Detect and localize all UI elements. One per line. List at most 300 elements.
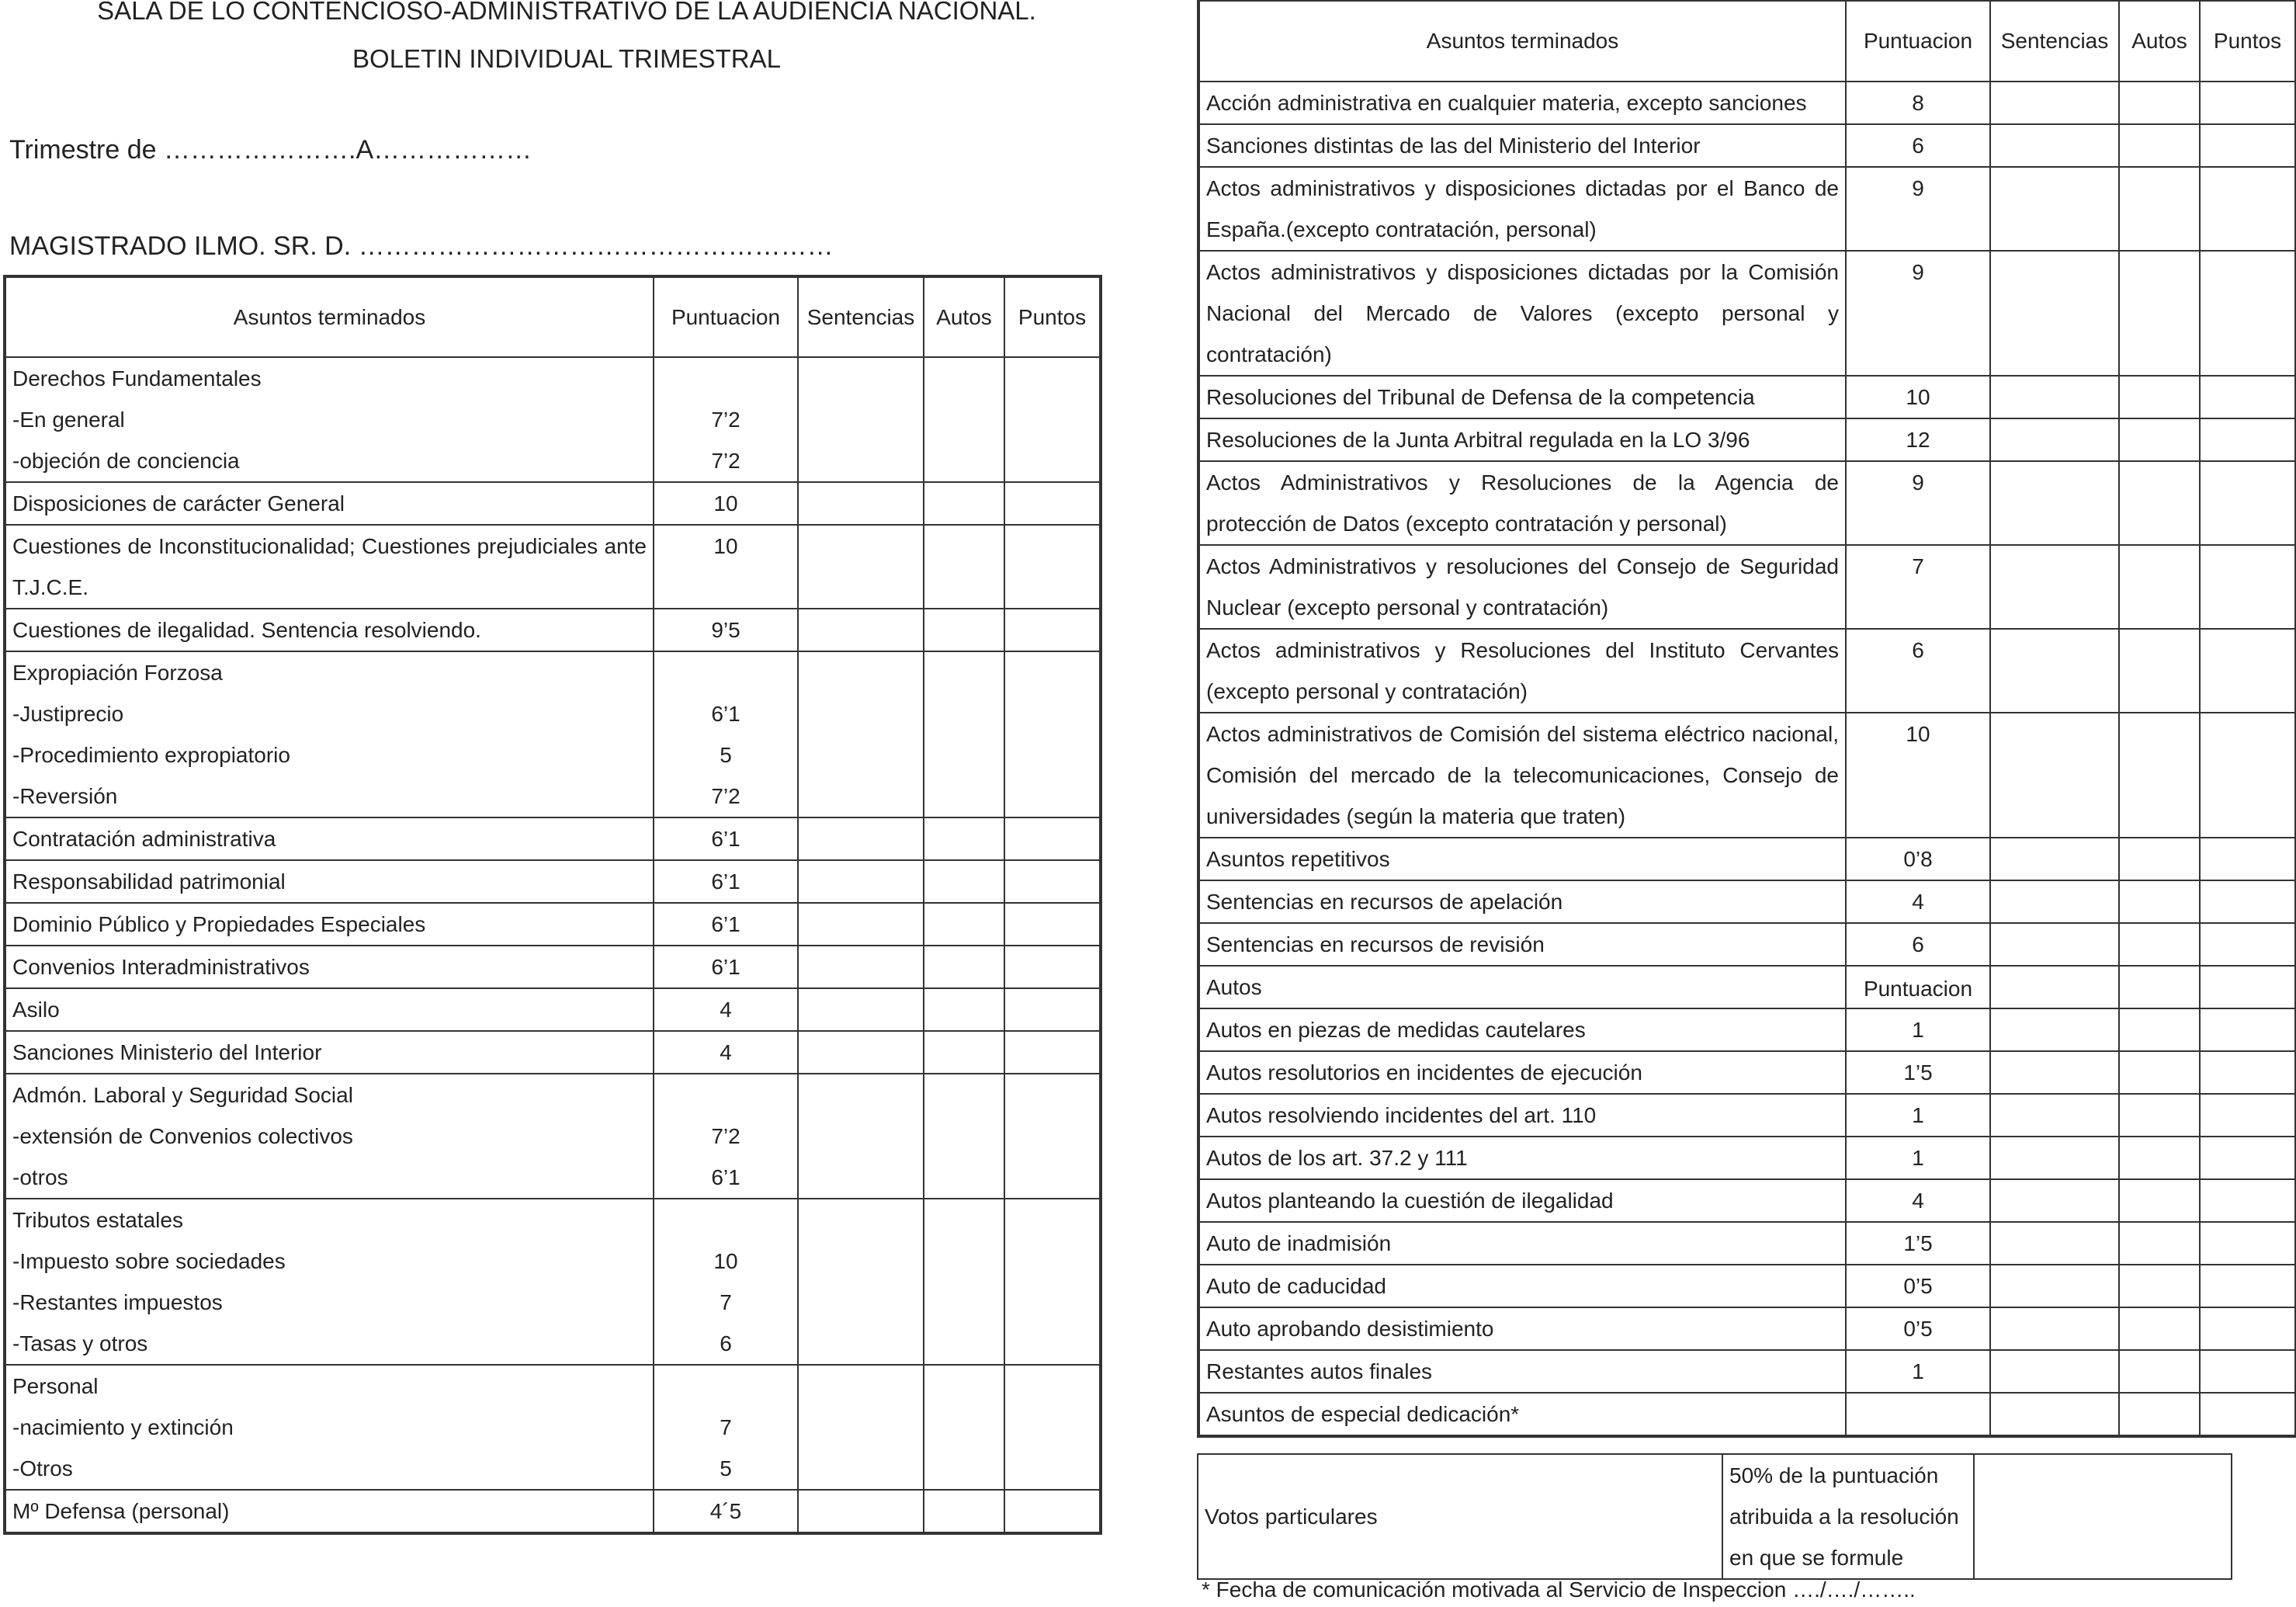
score-cell [654,609,798,651]
subject-line: Derechos Fundamentales [12,366,262,390]
sentencias-cell[interactable] [798,1074,924,1199]
score-value [661,652,791,693]
sentencias-cell[interactable] [1990,1307,2119,1350]
score-value: 6’1 [711,912,740,936]
subject-line: Admón. Laboral y Seguridad Social [12,1083,353,1107]
sentencias-cell[interactable] [1990,545,2119,629]
quarter-line: Trimestre de ………………….A……………… [9,135,532,165]
sentencias-cell[interactable] [798,1365,924,1490]
score-cell: 10 [1846,713,1990,838]
autos-cell[interactable] [2119,82,2200,124]
table-row [1198,713,2296,838]
autos-row [1198,1393,2296,1436]
subject-cell: Sentencias en recursos de revisión [1198,923,1846,966]
score-cell: 6 [1846,923,1990,966]
sentencias-cell[interactable] [1990,1051,2119,1094]
table-row [1198,82,2296,124]
subject-cell: Actos administrativos y disposiciones dictadas por el Banco de España.(excepto contratación, personal) [1198,167,1846,251]
puntos-cell[interactable] [2200,713,2296,838]
header-asuntos: Asuntos terminados [1198,1,1846,82]
autos-cell[interactable] [924,903,1004,946]
subject-cell: Autos resolviendo incidentes del art. 110 [1198,1094,1846,1137]
sentencias-cell[interactable] [1990,1222,2119,1265]
table-row [1198,629,2296,713]
puntos-cell[interactable] [2200,545,2296,629]
puntos-cell[interactable] [1004,651,1101,817]
autos-cell[interactable] [924,1365,1004,1490]
autos-row [1198,1051,2296,1094]
score-value: 5 [720,743,732,767]
score-cell [654,860,798,903]
score-cell: 1 [1846,1094,1990,1137]
score-cell [654,482,798,525]
sentencias-cell[interactable] [798,609,924,651]
puntos-cell[interactable] [1004,525,1101,609]
subject-cell [5,651,654,817]
puntos-cell[interactable] [1004,1199,1101,1365]
subject-line: Asilo [12,998,60,1022]
table-row [1198,880,2296,923]
table-row [5,1199,1101,1365]
table-row [5,357,1101,482]
score-cell: 1 [1846,1350,1990,1393]
subject-line: -Tasas y otros [12,1331,148,1355]
score-value: 10 [713,1249,738,1273]
puntos-cell[interactable] [2200,1222,2296,1265]
score-value: 7’2 [711,1124,740,1148]
subject-line: Contratación administrativa [12,827,276,851]
subject-cell: Sentencias en recursos de apelación [1198,880,1846,923]
autos-cell[interactable] [2119,461,2200,545]
autos-cell[interactable] [924,651,1004,817]
autos-row [1198,1350,2296,1393]
score-cell [1846,1393,1990,1436]
autos-row [1198,1265,2296,1307]
autos-row [1198,1137,2296,1179]
subject-line: Responsabilidad patrimonial [12,869,286,894]
table-row [5,946,1101,988]
autos-cell[interactable] [2119,251,2200,376]
subject-cell: Asuntos de especial dedicación* [1198,1393,1846,1436]
sentencias-cell[interactable] [798,1199,924,1365]
autos-cell[interactable] [2119,1350,2200,1393]
score-cell [654,1031,798,1074]
table-row [1198,376,2296,418]
subject-line: -objeción de conciencia [12,449,240,473]
subject-line: -Otros [12,1456,73,1480]
subject-cell: Acción administrativa en cualquier materia, excepto sanciones [1198,82,1846,124]
table-row [5,903,1101,946]
score-value: 6’1 [711,827,740,851]
autos-row [1198,1008,2296,1051]
table-row [5,609,1101,651]
sentencias-cell[interactable] [798,1031,924,1074]
sentencias-cell[interactable] [798,903,924,946]
autos-cell[interactable] [924,525,1004,609]
sentencias-cell[interactable] [1990,418,2119,461]
puntos-cell[interactable] [2200,1265,2296,1307]
subject-line: -Procedimiento expropiatorio [12,743,290,767]
subject-cell: Resoluciones de la Junta Arbitral regulada en la LO 3/96 [1198,418,1846,461]
score-value: 6 [720,1331,732,1355]
subject-cell [5,1074,654,1199]
subject-cell: Asuntos repetitivos [1198,838,1846,880]
score-cell [654,1490,798,1533]
puntos-cell[interactable] [2200,1307,2296,1350]
score-cell [654,903,798,946]
header-sentencias: Sentencias [1990,1,2119,82]
puntos-cell[interactable] [2200,376,2296,418]
autos-cell[interactable] [924,988,1004,1031]
puntos-cell[interactable] [2200,1393,2296,1436]
autos-row [1198,1307,2296,1350]
puntos-cell[interactable] [1004,946,1101,988]
score-value: 7’2 [711,408,740,432]
autos-section-label: Autos [1198,966,1846,1008]
autos-cell[interactable] [2119,838,2200,880]
score-cell: 4 [1846,880,1990,923]
subject-cell: Autos en piezas de medidas cautelares [1198,1008,1846,1051]
score-cell: 4 [1846,1179,1990,1222]
subject-line: -nacimiento y extinción [12,1415,234,1439]
score-value: 6’1 [711,955,740,979]
autos-cell[interactable] [2119,124,2200,167]
subject-line: Expropiación Forzosa [12,661,223,685]
subject-line: -extensión de Convenios colectivos [12,1124,353,1148]
table-row [1198,251,2296,376]
header-puntuacion: Puntuacion [654,276,798,357]
header-puntos: Puntos [1004,276,1101,357]
table-row [1198,124,2296,167]
score-value: 9’5 [711,618,740,642]
puntos-cell[interactable] [1004,1074,1101,1199]
puntos-cell[interactable] [2200,1350,2296,1393]
sentencias-cell[interactable] [798,357,924,482]
subject-line: Cuestiones de ilegalidad. Sentencia resolviendo. [12,618,481,642]
sentencias-cell[interactable] [798,946,924,988]
score-value: 6’1 [711,1165,740,1189]
autos-cell[interactable] [2119,1222,2200,1265]
puntos-cell[interactable] [1004,860,1101,903]
autos-cell[interactable] [2119,418,2200,461]
subject-cell [5,903,654,946]
autos-cell[interactable] [2119,629,2200,713]
score-cell: 0’5 [1846,1265,1990,1307]
score-value: 6’1 [711,702,740,726]
sentencias-cell[interactable] [1990,1179,2119,1222]
autos-cell[interactable] [2119,880,2200,923]
puntos-cell[interactable] [1004,1031,1101,1074]
puntos-cell[interactable] [2200,418,2296,461]
subject-line: -Impuesto sobre sociedades [12,1249,286,1273]
score-value: 7’2 [711,449,740,473]
subject-line: Cuestiones de Inconstitucionalidad; Cuestiones prejudiciales ante T.J.C.E. [12,534,647,599]
sentencias-cell[interactable] [1990,629,2119,713]
score-cell [654,525,798,609]
footnote: * Fecha de comunicación motivada al Servicio de Inspeccion …./…./…….. [1202,1577,1916,1602]
header-autos: Autos [2119,1,2200,82]
subject-cell [5,1490,654,1533]
subject-cell [5,357,654,482]
score-cell [654,946,798,988]
sentencias-cell[interactable] [1990,713,2119,838]
table-row [5,988,1101,1031]
puntos-cell[interactable] [2200,838,2296,880]
header-asuntos: Asuntos terminados [5,276,654,357]
subject-cell: Resoluciones del Tribunal de Defensa de la competencia [1198,376,1846,418]
table-row [5,1365,1101,1490]
sentencias-cell[interactable] [1990,1393,2119,1436]
score-cell: 0’5 [1846,1307,1990,1350]
table-row [1198,838,2296,880]
score-cell [654,817,798,860]
autos-cell[interactable] [2119,1008,2200,1051]
subject-line: -Justiprecio [12,702,124,726]
score-cell [654,1199,798,1365]
subject-cell [5,946,654,988]
sentencias-cell[interactable] [798,1490,924,1533]
subject-cell [5,1365,654,1490]
puntos-cell[interactable] [1004,357,1101,482]
header-puntos: Puntos [2200,1,2296,82]
left-score-table [3,275,1102,1535]
autos-cell[interactable] [2119,1265,2200,1307]
sentencias-cell[interactable] [798,482,924,525]
autos-header-row [1198,966,2296,1008]
table-row [5,1490,1101,1533]
subject-cell [5,1031,654,1074]
votos-points-cell[interactable] [1974,1454,2232,1579]
puntos-cell[interactable] [1004,817,1101,860]
subject-cell: Actos administrativos de Comisión del sistema eléctrico nacional, Comisión del mercado de la telecomunicaciones, Consejo de universidades (según la materia que traten) [1198,713,1846,838]
score-cell [654,1074,798,1199]
autos-cell[interactable] [924,817,1004,860]
autos-cell[interactable] [924,946,1004,988]
puntos-cell[interactable] [2200,1008,2296,1051]
autos-cell[interactable] [924,357,1004,482]
sentencias-cell[interactable] [1990,376,2119,418]
autos-cell[interactable] [924,860,1004,903]
sentencias-cell[interactable] [798,817,924,860]
score-cell [654,651,798,817]
score-value: 10 [713,491,738,515]
sentencias-cell[interactable] [798,988,924,1031]
header-sentencias: Sentencias [798,276,924,357]
subject-line: -otros [12,1165,68,1189]
sentencias-cell[interactable] [1990,966,2119,1008]
subject-cell [5,609,654,651]
puntos-cell[interactable] [2200,251,2296,376]
autos-row [1198,1222,2296,1265]
score-value: 7’2 [711,784,740,808]
votos-table [1197,1453,2232,1580]
puntos-cell[interactable] [2200,461,2296,545]
sentencias-cell[interactable] [1990,1350,2119,1393]
subject-cell: Autos de los art. 37.2 y 111 [1198,1137,1846,1179]
table-row [5,1031,1101,1074]
autos-cell[interactable] [2119,1051,2200,1094]
sentencias-cell[interactable] [798,525,924,609]
autos-cell[interactable] [2119,545,2200,629]
table-row [1198,545,2296,629]
subject-line: Disposiciones de carácter General [12,491,345,515]
header-puntuacion: Puntuacion [1846,1,1990,82]
subject-cell: Auto de inadmisión [1198,1222,1846,1265]
autos-cell[interactable] [2119,376,2200,418]
court-title: SALA DE LO CONTENCIOSO-ADMINISTRATIVO DE LA AUDIENCIA NACIONAL. [97,0,1036,25]
puntos-cell[interactable] [2200,629,2296,713]
sentencias-cell[interactable] [1990,124,2119,167]
puntos-cell[interactable] [2200,923,2296,966]
subject-line: -En general [12,408,125,432]
sentencias-cell[interactable] [1990,923,2119,966]
autos-cell[interactable] [2119,1137,2200,1179]
puntos-cell[interactable] [1004,1365,1101,1490]
sentencias-cell[interactable] [1990,880,2119,923]
sentencias-cell[interactable] [1990,1094,2119,1137]
subject-cell [5,860,654,903]
score-cell: 7 [1846,545,1990,629]
score-cell: 6 [1846,124,1990,167]
subject-line: Convenios Interadministrativos [12,955,310,979]
subject-line: Personal [12,1374,99,1398]
score-cell: 12 [1846,418,1990,461]
autos-cell[interactable] [2119,713,2200,838]
puntos-cell[interactable] [2200,124,2296,167]
sentencias-cell[interactable] [1990,1137,2119,1179]
table-row [1198,461,2296,545]
table-row [1198,418,2296,461]
table-row [5,817,1101,860]
puntos-cell[interactable] [1004,903,1101,946]
sentencias-cell[interactable] [1990,1265,2119,1307]
autos-cell[interactable] [2119,1094,2200,1137]
subject-cell: Actos administrativos y disposiciones dictadas por la Comisión Nacional del Mercado de Valores (excepto personal y contratación) [1198,251,1846,376]
score-cell: 9 [1846,461,1990,545]
score-cell: 9 [1846,251,1990,376]
subject-cell [5,817,654,860]
score-value: 10 [713,534,738,558]
puntos-cell[interactable] [2200,1179,2296,1222]
autos-cell[interactable] [924,1074,1004,1199]
sentencias-cell[interactable] [798,651,924,817]
puntos-cell[interactable] [2200,1137,2296,1179]
autos-cell[interactable] [2119,1179,2200,1222]
score-value: 7 [720,1290,732,1314]
autos-cell[interactable] [2119,167,2200,251]
score-cell: 1 [1846,1008,1990,1051]
subject-line: -Reversión [12,784,118,808]
autos-cell[interactable] [924,1031,1004,1074]
votos-label: Votos particulares [1198,1454,1722,1579]
autos-cell[interactable] [2119,966,2200,1008]
right-score-table [1197,0,2296,1438]
votos-note: 50% de la puntuación atribuida a la resolución en que se formule [1722,1454,1974,1579]
autos-cell[interactable] [2119,923,2200,966]
subject-cell: Actos administrativos y Resoluciones del Instituto Cervantes (excepto personal y contratación) [1198,629,1846,713]
sentencias-cell[interactable] [1990,82,2119,124]
autos-cell[interactable] [924,1490,1004,1533]
sentencias-cell[interactable] [1990,251,2119,376]
subject-line: Mº Defensa (personal) [12,1499,230,1523]
table-row [5,525,1101,609]
score-cell [654,1365,798,1490]
puntos-cell[interactable] [2200,82,2296,124]
score-cell: 9 [1846,167,1990,251]
subject-cell [5,1199,654,1365]
autos-row [1198,1179,2296,1222]
header-autos: Autos [924,276,1004,357]
puntos-cell[interactable] [2200,966,2296,1008]
score-value: 4 [720,1040,732,1064]
table-row [5,860,1101,903]
score-value: 6’1 [711,869,740,894]
bulletin-title: BOLETIN INDIVIDUAL TRIMESTRAL [352,44,781,73]
subject-cell: Autos resolutorios en incidentes de ejecución [1198,1051,1846,1094]
puntos-cell[interactable] [2200,1051,2296,1094]
autos-cell[interactable] [924,482,1004,525]
subject-cell: Sanciones distintas de las del Ministerio del Interior [1198,124,1846,167]
subject-cell: Auto aprobando desistimiento [1198,1307,1846,1350]
sentencias-cell[interactable] [1990,167,2119,251]
sentencias-cell[interactable] [1990,461,2119,545]
sentencias-cell[interactable] [1990,1008,2119,1051]
autos-row [1198,1094,2296,1137]
subject-line: Sanciones Ministerio del Interior [12,1040,322,1064]
score-value: 7 [720,1415,732,1439]
subject-cell [5,482,654,525]
sentencias-cell[interactable] [798,860,924,903]
autos-cell[interactable] [2119,1307,2200,1350]
score-value [661,1366,791,1407]
score-value: 4´5 [709,1499,742,1523]
subject-cell: Actos Administrativos y Resoluciones de la Agencia de protección de Datos (excepto contratación y personal) [1198,461,1846,545]
puntos-cell[interactable] [1004,482,1101,525]
subject-cell [5,988,654,1031]
score-cell: 0’8 [1846,838,1990,880]
subject-line: -Restantes impuestos [12,1290,223,1314]
subject-cell: Auto de caducidad [1198,1265,1846,1307]
table-row [1198,167,2296,251]
puntos-cell[interactable] [2200,880,2296,923]
subject-cell: Restantes autos finales [1198,1350,1846,1393]
score-value [661,1199,791,1241]
puntos-cell[interactable] [2200,1094,2296,1137]
puntos-cell[interactable] [1004,988,1101,1031]
subject-line: Tributos estatales [12,1208,183,1232]
autos-cell[interactable] [2119,1393,2200,1436]
puntos-cell[interactable] [2200,167,2296,251]
score-value: 5 [720,1456,732,1480]
subject-cell [5,525,654,609]
sentencias-cell[interactable] [1990,838,2119,880]
score-value [661,1074,791,1116]
autos-cell[interactable] [924,1199,1004,1365]
autos-cell[interactable] [924,609,1004,651]
puntos-cell[interactable] [1004,1490,1101,1533]
score-cell: 1’5 [1846,1051,1990,1094]
subject-cell: Actos Administrativos y resoluciones del Consejo de Seguridad Nuclear (excepto personal y contratación) [1198,545,1846,629]
score-cell [654,357,798,482]
puntos-cell[interactable] [1004,609,1101,651]
table-row [1198,923,2296,966]
score-cell: 1 [1846,1137,1990,1179]
table-row [5,651,1101,817]
table-row [5,1074,1101,1199]
score-cell [654,988,798,1031]
score-cell: 10 [1846,376,1990,418]
score-cell: 6 [1846,629,1990,713]
